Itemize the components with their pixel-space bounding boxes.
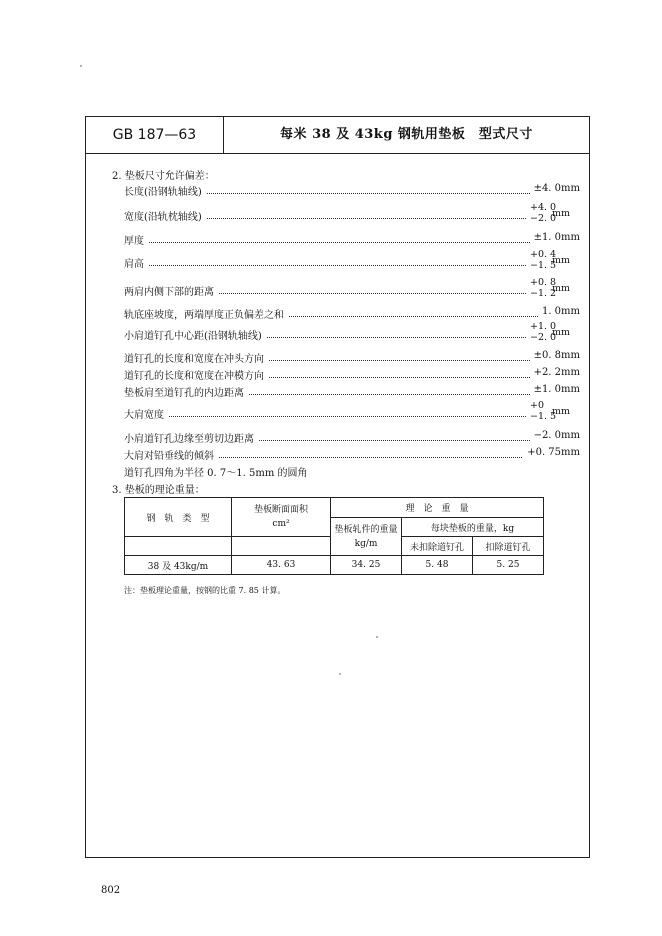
lower-deviation: −1. 5 [530,411,557,422]
unit: mm [552,327,571,338]
tolerance-label: 两肩内侧下部的距离 [124,283,218,298]
tolerance-label: 肩高 [124,255,148,270]
tolerance-value: ±4. 0mm [530,183,580,194]
tolerance-row [124,306,580,322]
upper-deviation: +4. 0 [530,202,557,213]
tolerance-range [526,321,580,345]
tolerance-range [526,277,580,301]
tolerance-row [124,430,580,446]
cell-rail-type: 38 及 43kg/m [125,556,232,575]
tolerance-label: 轨底座坡度，两端厚度正负偏差之和 [124,306,288,321]
tolerance-row [124,350,580,366]
tolerance-row [124,400,580,422]
lower-deviation: −2. 0 [530,213,557,224]
leader-dots [124,406,580,417]
scan-speck [80,65,82,67]
tolerance-value: −2. 0mm [530,430,580,441]
tolerance-row [124,183,580,199]
tolerance-range [526,400,580,424]
cell-area: 43. 63 [232,556,331,575]
tolerance-label: 大肩对铅垂线的倾斜 [124,447,218,462]
cell-rolled-weight: 34. 25 [331,556,402,575]
unit: mm [552,283,571,294]
lower-deviation: −1. 5 [530,260,557,271]
upper-deviation: +0 [530,400,545,411]
tolerance-label: 大肩宽度 [124,406,168,421]
tolerance-label: 垫板肩至道钉孔的内边距离 [124,384,248,399]
tolerance-label: 道钉孔的长度和宽度在冲头方向 [124,350,268,365]
tolerance-range [526,249,580,273]
section2-heading: 2. 垫板尺寸允许偏差： [112,171,215,182]
tolerance-row [124,277,580,299]
lower-deviation: −1. 2 [530,288,557,299]
tolerance-row [124,202,580,224]
scan-speck [339,673,341,675]
tolerance-row [124,367,580,383]
col-deducted: 扣除道钉孔 [473,537,544,556]
tolerance-label: 小肩道钉孔中心距(沿钢轨轴线) [124,327,266,342]
lower-deviation: −2. 0 [530,332,557,343]
tolerance-value: +0. 75mm [523,447,580,458]
blank-cell [125,537,232,556]
tolerance-range [526,202,580,226]
cell-deducted: 5. 25 [473,556,544,575]
table-note: 注：垫板理论重量，按钢的比重 7. 85 计算。 [124,586,286,595]
unit: mm [552,406,571,417]
section3-heading: 3. 垫板的理论重量： [112,485,205,496]
upper-deviation: +0. 4 [530,249,557,260]
col-area: 垫板断面面积 cm² [232,498,331,537]
standard-number: GB 187—63 [86,117,224,153]
weight-table [124,497,544,575]
col-rolled-weight: 垫板轧件的重量 kg/m [331,518,402,556]
leader-dots [124,255,580,266]
tolerance-label: 道钉孔的长度和宽度在冲模方向 [124,367,268,382]
tolerance-row [124,249,580,271]
scan-speck [376,636,378,638]
col-each-weight: 每块垫板的重量，kg [402,518,544,537]
col-not-deducted: 未扣除道钉孔 [402,537,473,556]
tolerance-row [124,384,580,400]
blank-cell [232,537,331,556]
upper-deviation: +1. 0 [530,321,557,332]
tolerance-value: ±1. 0mm [530,232,580,243]
tolerance-value: ±0. 8mm [530,350,580,361]
tolerance-value: 1. 0mm [538,306,580,317]
leader-dots [124,232,580,243]
page-number: 802 [101,885,121,896]
tolerance-label: 长度(沿钢轨轴线) [124,183,206,198]
tolerance-row [124,232,580,248]
tolerance-value: +2. 2mm [530,367,580,378]
upper-deviation: +0. 8 [530,277,557,288]
table-row [125,556,544,575]
col-rail-type: 钢 轨 类 型 [125,498,232,537]
cell-not-deducted: 5. 48 [402,556,473,575]
tolerance-row [124,321,580,343]
tolerance-label: 宽度(沿轨枕轴线) [124,208,206,223]
col-theory-weight: 理 论 重 量 [331,498,544,518]
header-bar [86,117,589,154]
tolerance-value: ±1. 0mm [530,384,580,395]
tolerance-label: 小肩道钉孔边缘至剪切边距离 [124,430,258,445]
tolerance-row [124,447,580,463]
tolerance-label: 厚度 [124,232,148,247]
unit: mm [552,208,571,219]
page-title: 每米 38 及 43kg 钢轨用垫板 型式尺寸 [280,127,533,142]
fillet-note: 道钉孔四角为半径 0. 7～1. 5mm 的圆角 [124,468,308,479]
unit: mm [552,255,571,266]
